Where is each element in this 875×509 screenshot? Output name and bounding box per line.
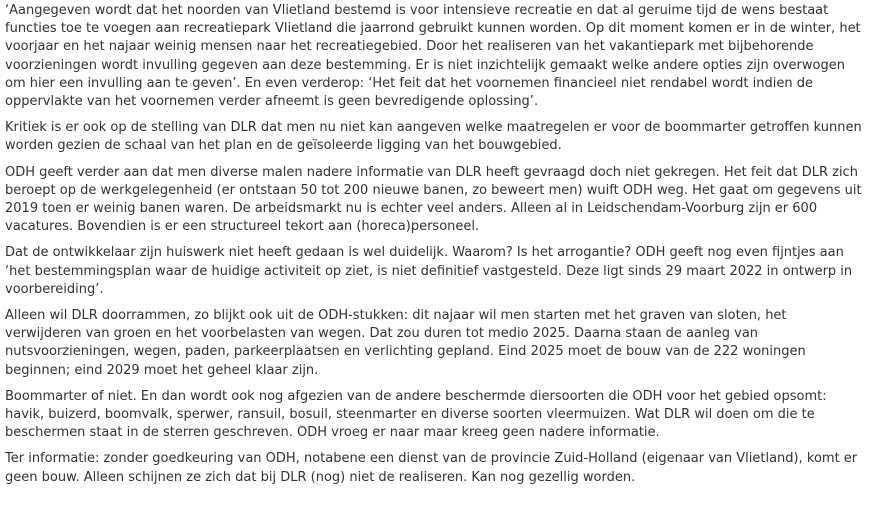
paragraph-intro-quote: ‘Aangegeven wordt dat het noorden van Vlietland bestemd is voor intensieve recreatie en dat al geruime tijd de wens bestaat functies toe te voegen aan recreatiepark Vlietland die jaarrond gebruikt kunnen worden. Op dit moment komen er in de winter, het voorjaar en het najaar weinig mensen naar het recreatiegebied. Door het realiseren van het vakantiepark met bijbehorende voorzieningen wordt invulling gegeven aan deze bestemming. Er is niet inzichtelijk gemaakt welke andere opties zijn overwogen om hier een invulling aan te geven’. En even verderop: ‘Het feit dat het voornemen financieel niet rendabel wordt indien de oppervlakte van het voornemen verder afneemt is geen bevredigende oplossing’.: [5, 3, 861, 110]
paragraph-boommarter-criticism: Kritiek is er ook op de stelling van DLR dat men nu niet kan aangeven welke maatregelen er voor de boommarter getroffen kunnen worden gezien de schaal van het plan en de geïsoleerde ligging van het bouwgebied.: [5, 120, 862, 154]
paragraph-employment: ODH geeft verder aan dat men diverse malen nadere informatie van DLR heeft gevraagd doch niet gekregen. Het feit dat DLR zich beroept op de werkgelegenheid (er ontstaan 50 tot 200 nieuwe banen, zo beweert men) wuift ODH weg. Het gaat om gegevens uit 2019 toen er weinig banen waren. De arbeidsmarkt nu is echter veel anders. Alleen al in Leidschendam-Voorburg zijn er 600 vacatures. Bovendien is er een structureel tekort aan (horeca)personeel.: [5, 164, 862, 235]
paragraph-conclusion: Ter informatie: zonder goedkeuring van ODH, notabene een dienst van de provincie Zuid-Holland (eigenaar van Vlietland), komt er geen bouw. Alleen schijnen ze zich dat bij DLR (nog) niet de realiseren. Kan nog gezellig worden.: [5, 451, 858, 485]
paragraph-species: Boommarter of niet. En dan wordt ook nog afgezien van de andere beschermde diersoorten die ODH voor het gebied opsomt: havik, buizerd, boomvalk, sperwer, ransuil, bosuil, steenmarter en diverse soorten vleermuizen. Wat DLR wil doen om die te beschermen staat in de sterren geschreven. ODH vroeg er naar maar kreeg geen nadere informatie.: [5, 388, 827, 441]
paragraph-planning: Alleen wil DLR doorrammen, zo blijkt ook uit de ODH-stukken: dit najaar wil men starten met het graven van sloten, het verwijderen van groen en het voorbelasten van wegen. Dat zou duren tot medio 2025. Daarna staan de aanleg van nutsvoorzieningen, wegen, paden, parkeerplaatsen en verlichting gepland. Eind 2025 moet de bouw van de 222 woningen beginnen; eind 2029 moet het geheel klaar zijn.: [5, 308, 806, 378]
paragraph-homework: Dat de ontwikkelaar zijn huiswerk niet heeft gedaan is wel duidelijk. Waarom? Is het arrogantie? ODH geeft nog even fijntjes aan ‘het bestemmingsplan waar de huidige activiteit op ziet, is niet definitief vastgesteld. Deze ligt sinds 29 maart 2022 in ontwerp in voorbereiding’.: [5, 245, 853, 297]
